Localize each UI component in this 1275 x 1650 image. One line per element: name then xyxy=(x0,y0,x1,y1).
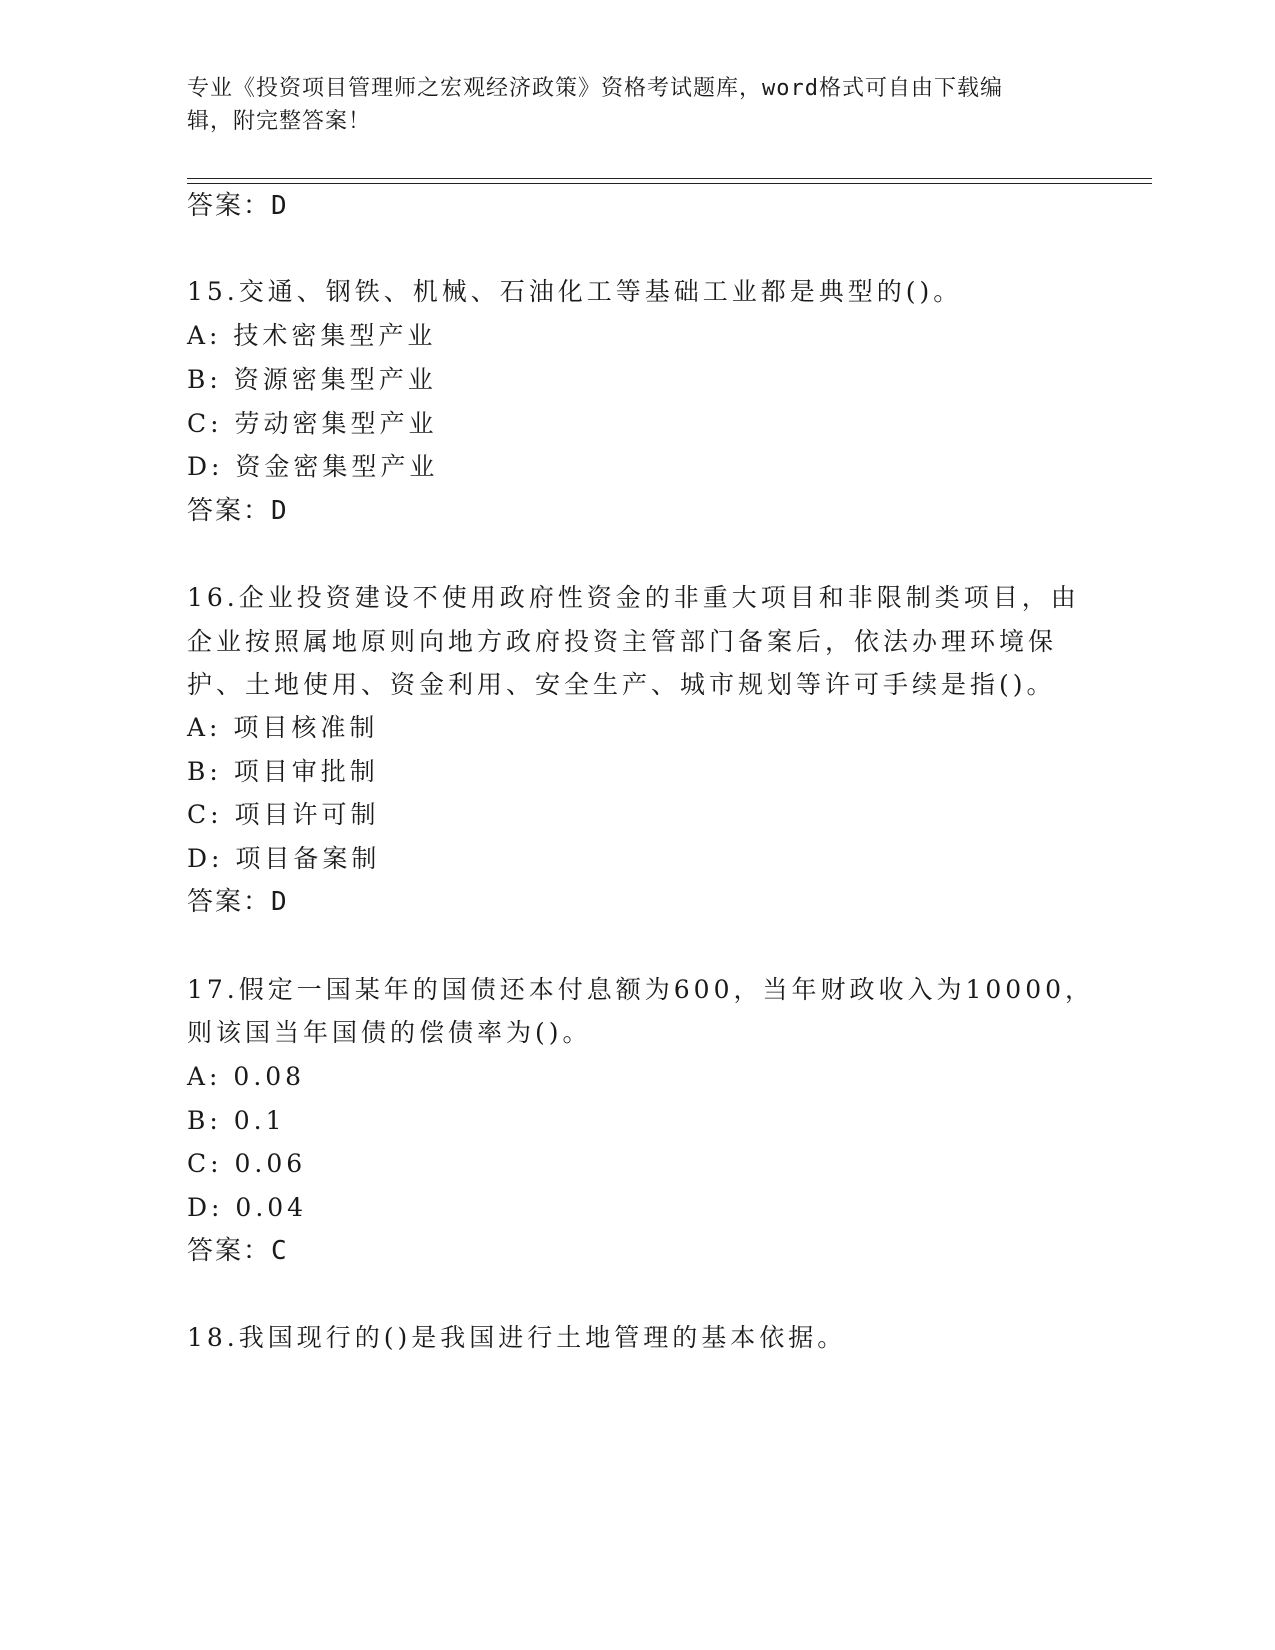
question-15-option-d: D: 资金密集型产业 xyxy=(187,452,439,481)
document-header xyxy=(187,72,1067,138)
question-16-text-line-1: 16.企业投资建设不使用政府性资金的非重大项目和非限制类项目，由 xyxy=(187,583,1080,612)
question-18-text: 18.我国现行的()是我国进行土地管理的基本依据。 xyxy=(187,1323,847,1352)
question-15-option-c: C: 劳动密集型产业 xyxy=(187,409,438,438)
question-16-option-b: B: 项目审批制 xyxy=(187,757,379,786)
question-16-option-d: D: 项目备案制 xyxy=(187,844,381,873)
question-16-text-line-3: 护、土地使用、资金利用、安全生产、城市规划等许可手续是指()。 xyxy=(187,670,1056,699)
answer-label: 答案：D xyxy=(187,191,289,221)
header-line-1: 专业《投资项目管理师之宏观经济政策》资格考试题库，word格式可自由下载编 xyxy=(187,76,1003,101)
question-15-answer: 答案：D xyxy=(187,496,289,526)
question-16-option-c: C: 项目许可制 xyxy=(187,800,380,829)
question-17-option-d: D: 0.04 xyxy=(187,1193,308,1222)
question-15-option-a: A: 技术密集型产业 xyxy=(187,321,437,350)
question-16-answer: 答案：D xyxy=(187,887,289,917)
question-16-option-a: A: 项目核准制 xyxy=(187,713,379,742)
question-16-text-line-2: 企业按照属地原则向地方政府投资主管部门备案后，依法办理环境保 xyxy=(187,627,1058,656)
question-17-text-line-2: 则该国当年国债的偿债率为()。 xyxy=(187,1018,592,1047)
header-divider-top xyxy=(187,178,1152,179)
question-17-answer: 答案：C xyxy=(187,1236,289,1266)
question-17-option-a: A: 0.08 xyxy=(187,1062,306,1091)
header-line-2: 辑，附完整答案！ xyxy=(187,109,372,134)
question-17-option-c: C: 0.06 xyxy=(187,1149,307,1178)
question-17-text-line-1: 17.假定一国某年的国债还本付息额为600，当年财政收入为10000， xyxy=(187,975,1095,1004)
header-divider-bottom xyxy=(187,183,1152,184)
question-15-option-b: B: 资源密集型产业 xyxy=(187,365,437,394)
question-17-option-b: B: 0.1 xyxy=(187,1106,286,1135)
question-15-text: 15.交通、钢铁、机械、石油化工等基础工业都是典型的()。 xyxy=(187,277,963,306)
